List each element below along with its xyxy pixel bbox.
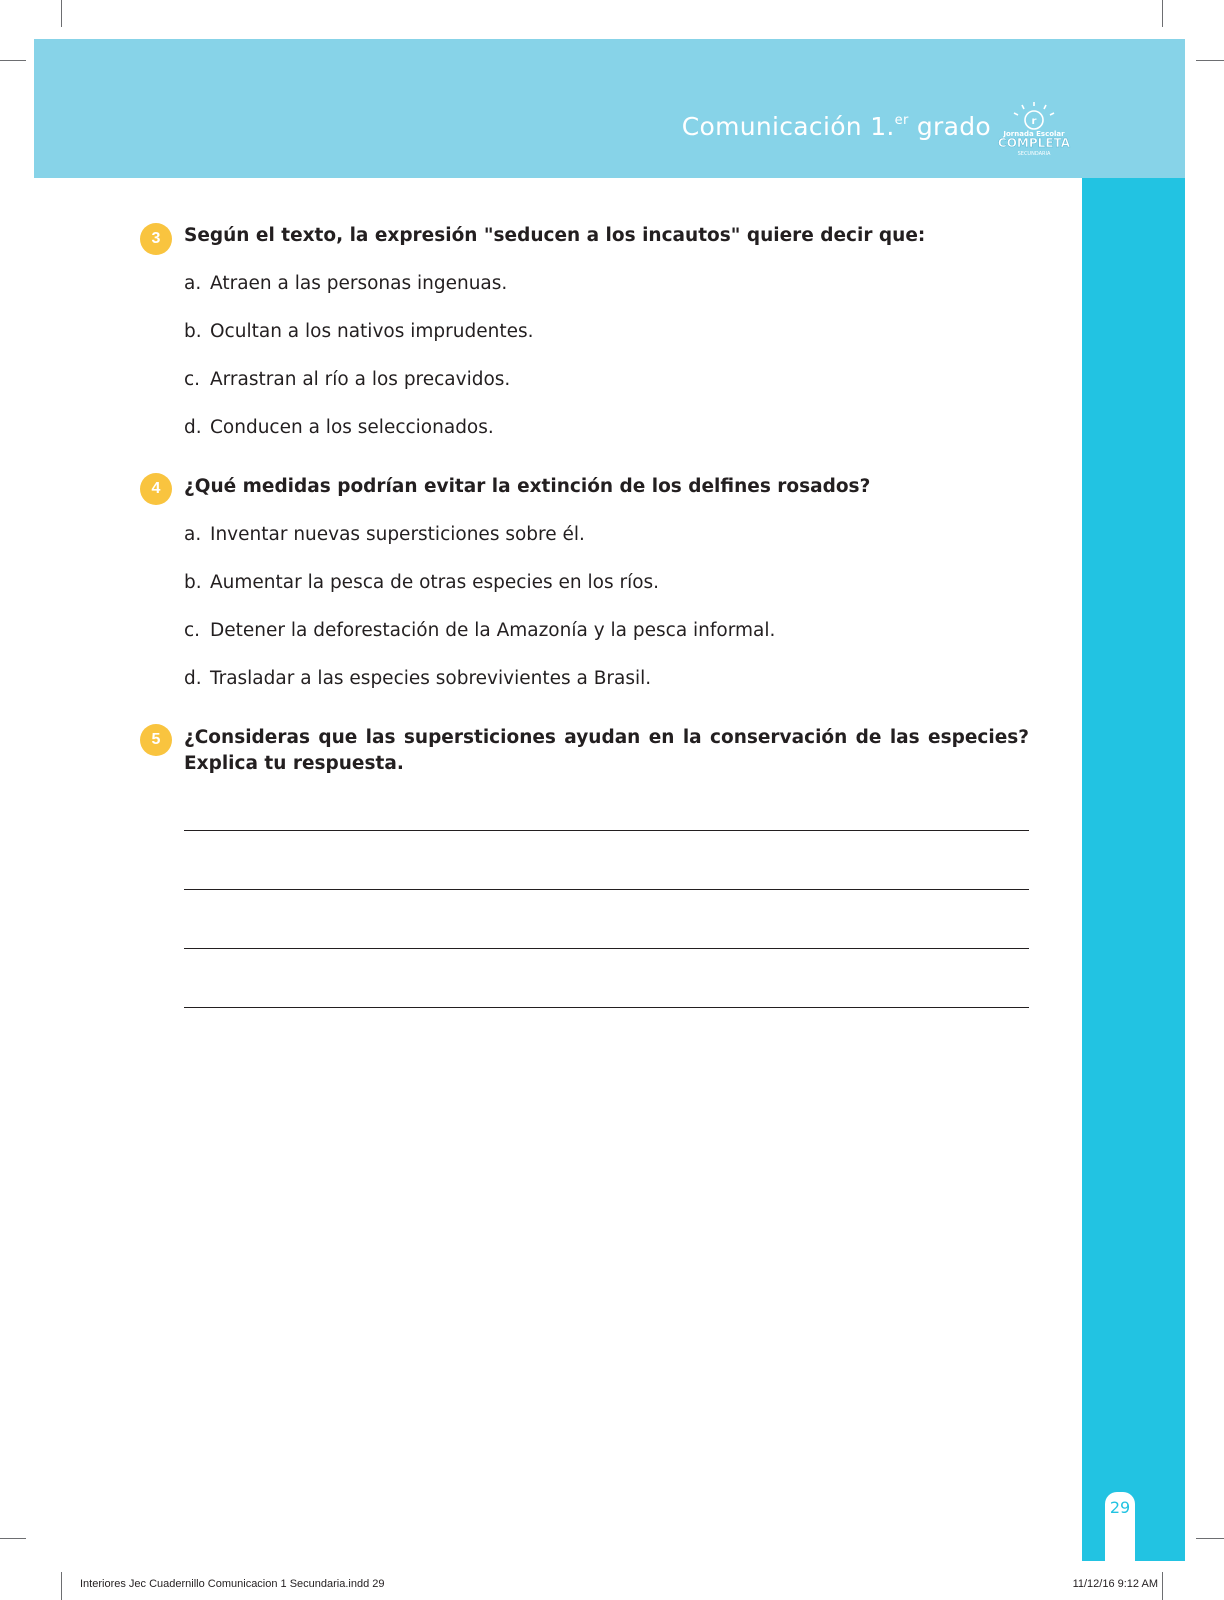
header-title-main: Comunicación 1. [681,112,895,141]
option-letter: b. [184,321,202,342]
question-4-option-b[interactable] [184,572,659,593]
page-header-title [682,112,991,141]
svg-text:r: r [1031,116,1037,127]
option-letter: c. [184,369,201,390]
question-3-option-d[interactable] [184,417,494,438]
question-3-option-b[interactable] [184,321,533,342]
option-letter: c. [184,620,201,641]
question-5-text: ¿Consideras que las supersticiones ayudan en la conservación de las especies? Explica tu respuesta. [184,727,1029,774]
answer-line[interactable] [184,889,1029,890]
question-3-text: Según el texto, la expresión "seducen a los incautos" quiere decir que: [184,225,926,246]
footer-file-info: Interiores Jec Cuadernillo Comunicacion 1 Secundaria.indd 29 [80,1578,385,1590]
answer-line[interactable] [184,1007,1029,1008]
option-text: Inventar nuevas supersticiones sobre él. [210,524,585,545]
crop-mark [61,0,62,27]
svg-text:SECUNDARIA: SECUNDARIA [1017,151,1051,157]
question-4-text: ¿Qué medidas podrían evitar la extinción de los delfines rosados? [184,476,871,497]
question-4-option-d[interactable] [184,668,651,689]
crop-mark [1196,60,1224,61]
option-text: Aumentar la pesca de otras especies en los ríos. [210,572,660,593]
option-letter: a. [184,273,202,294]
option-letter: d. [184,417,202,438]
svg-text:COMPLETA: COMPLETA [997,136,1071,150]
crop-mark [61,1572,62,1600]
crop-mark [0,60,26,61]
header-title-end: grado [908,112,991,141]
question-3-option-c[interactable] [184,369,510,390]
crop-mark [1196,1538,1224,1539]
page-number: 29 [1109,1498,1131,1517]
side-bar [1082,178,1185,1561]
crop-mark [0,1538,26,1539]
footer-timestamp: 11/12/16 9:12 AM [1072,1578,1158,1590]
answer-line[interactable] [184,830,1029,831]
option-text: Detener la deforestación de la Amazonía y la pesca informal. [210,620,776,641]
question-4-badge: 4 [140,473,172,505]
option-letter: b. [184,572,202,593]
option-text: Ocultan a los nativos imprudentes. [210,321,534,342]
question-4-option-c[interactable] [184,620,775,641]
option-letter: a. [184,524,202,545]
option-text: Trasladar a las especies sobrevivientes a Brasil. [210,668,652,689]
jornada-escolar-completa-logo [994,100,1074,160]
option-text: Atraen a las personas ingenuas. [210,273,508,294]
question-3-option-a[interactable] [184,273,507,294]
question-3-badge: 3 [140,223,172,255]
option-letter: d. [184,668,202,689]
answer-line[interactable] [184,948,1029,949]
option-text: Conducen a los seleccionados. [210,417,494,438]
crop-mark [1162,0,1163,27]
header-title-sup: er [894,113,909,128]
option-text: Arrastran al río a los precavidos. [210,369,511,390]
question-5-badge: 5 [140,724,172,756]
svg-text:Jornada Escolar: Jornada Escolar [1003,130,1065,138]
question-4-option-a[interactable] [184,524,585,545]
crop-mark [1162,1572,1163,1600]
